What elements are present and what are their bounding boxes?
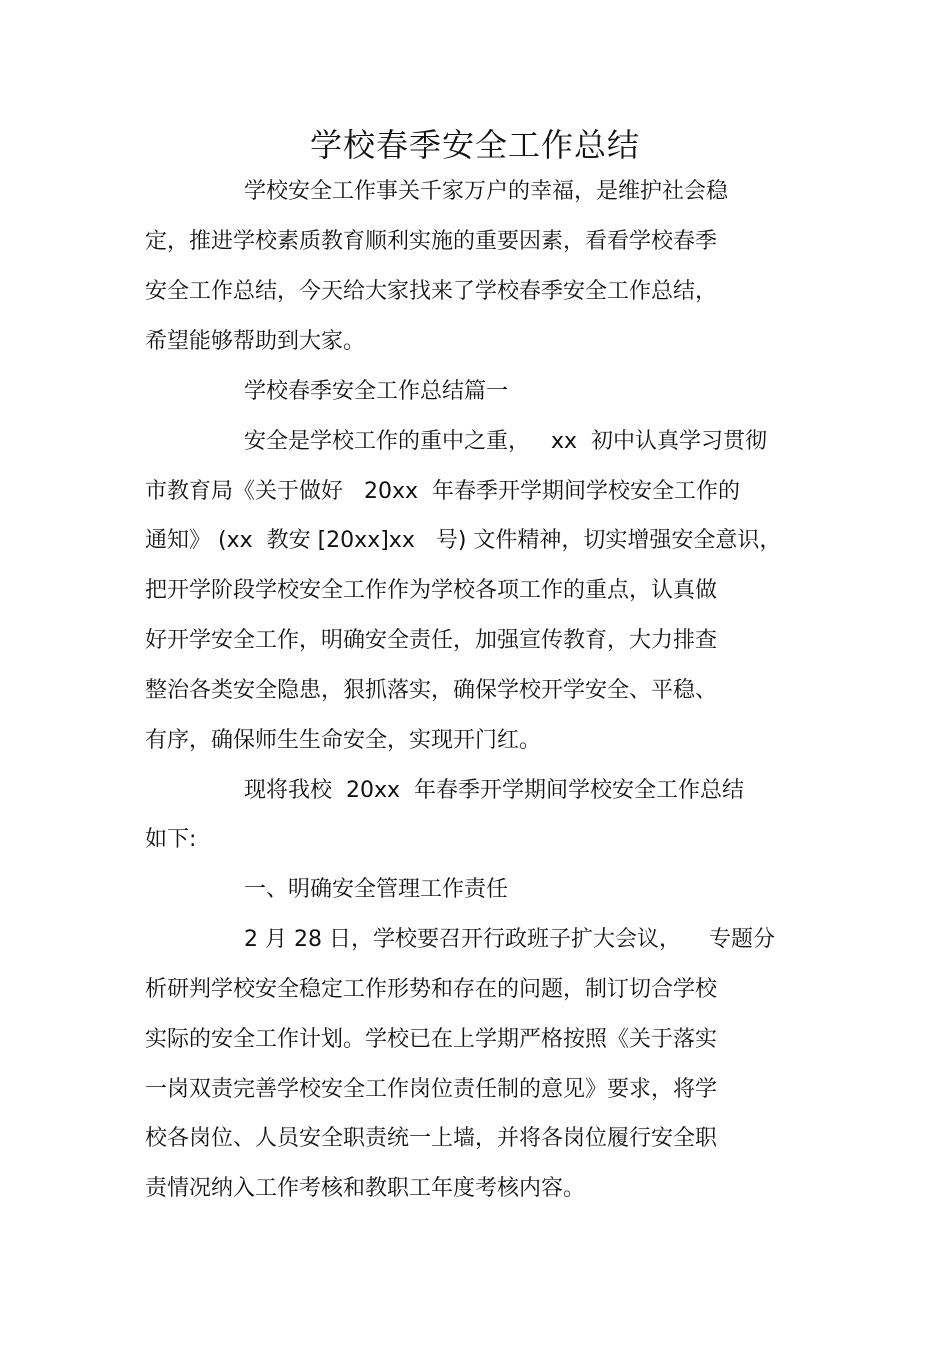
section-heading-one: 一、明确安全管理工作责任 [244, 877, 509, 902]
text-line-2: 定，推进学校素质教育顺利实施的重要因素，看看学校春季 [145, 229, 718, 254]
text-line-1: 学校安全工作事关千家万户的幸福，是维护社会稳 [244, 179, 729, 204]
text-line-19: 一岗双责完善学校安全工作岗位责任制的意见》要求，将学 [145, 1077, 718, 1102]
text-line-20: 校各岗位、人员安全职责统一上墙，并将各岗位履行安全职 [145, 1126, 718, 1151]
text-line-7: 市教育局《关于做好 20xx 年春季开学期间学校安全工作的 [145, 479, 741, 504]
text-line-12: 有序，确保师生生命安全，实现开门红。 [145, 728, 542, 753]
text-line-11: 整治各类安全隐患，狠抓落实，确保学校开学安全、平稳、 [145, 678, 718, 703]
text-line-18: 实际的安全工作计划。学校已在上学期严格按照《关于落实 [145, 1027, 718, 1052]
text-line-21: 责情况纳入工作考核和教职工年度考核内容。 [145, 1176, 586, 1201]
section-heading-part-one: 学校春季安全工作总结篇一 [244, 379, 509, 404]
text-line-8: 通知》 (xx 教安 [20xx]xx 号) 文件精神，切实增强安全意识， [145, 528, 782, 553]
text-line-17: 析研判学校安全稳定工作形势和存在的问题，制订切合学校 [145, 977, 718, 1002]
text-line-4: 希望能够帮助到大家。 [145, 329, 366, 354]
text-line-9: 把开学阶段学校安全工作作为学校各项工作的重点，认真做 [145, 578, 718, 603]
text-line-6: 安全是学校工作的重中之重， xx 初中认真学习贯彻 [244, 429, 768, 454]
text-line-10: 好开学安全工作，明确安全责任，加强宣传教育，大力排查 [145, 628, 718, 653]
text-line-14: 如下: [145, 827, 197, 852]
text-line-3: 安全工作总结，今天给大家找来了学校春季安全工作总结， [145, 279, 718, 304]
document-title: 学校春季安全工作总结 [309, 126, 640, 164]
text-line-16: 2 月 28 日，学校要召开行政班子扩大会议， 专题分 [244, 927, 775, 952]
text-line-13: 现将我校 20xx 年春季开学期间学校安全工作总结 [244, 778, 745, 803]
